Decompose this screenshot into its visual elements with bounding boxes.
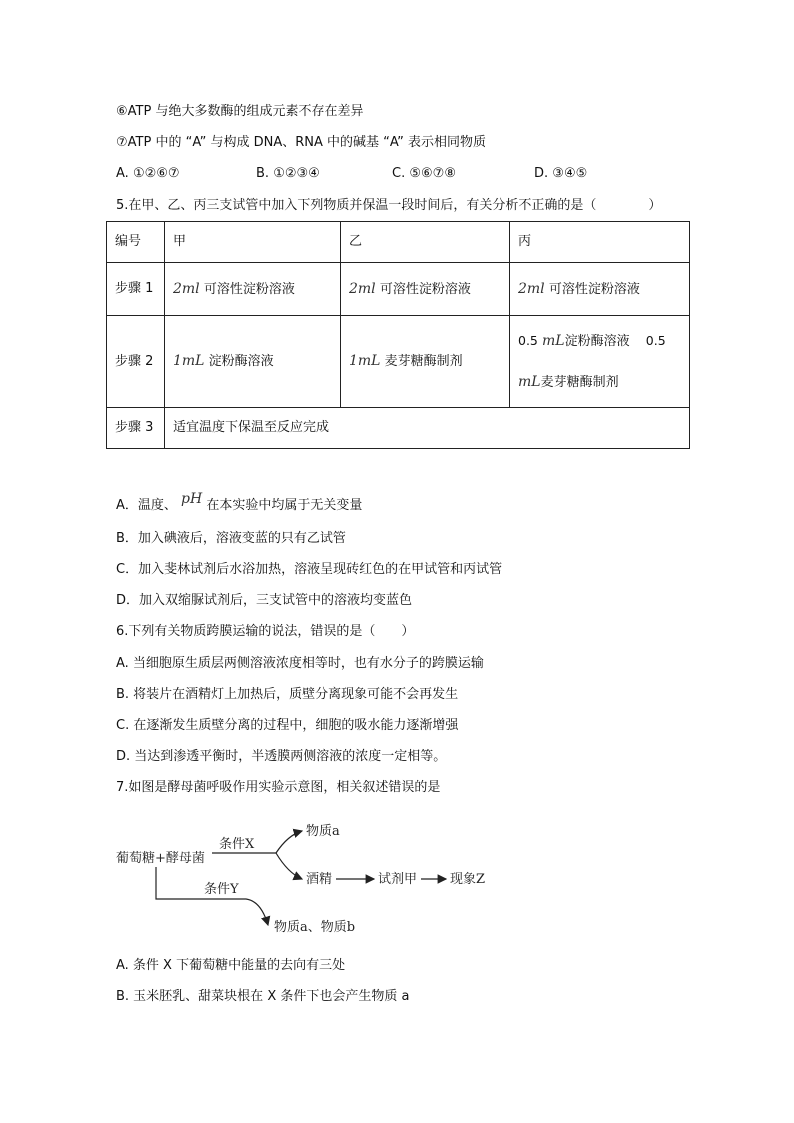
step3-text: 适宜温度下保温至反应完成: [165, 408, 690, 449]
q6-option-a: A. 当细胞原生质层两侧溶液浓度相等时，也有水分子的跨膜运输: [116, 656, 484, 671]
q5-stem: 5.在甲、乙、丙三支试管中加入下列物质并保温一段时间后，有关分析不正确的是（ ）: [116, 198, 662, 213]
reagent-text: 可溶性淀粉溶液: [203, 281, 295, 297]
step1-bing: [510, 263, 690, 316]
table-header-row: [107, 222, 690, 263]
step2-yi: [341, 316, 510, 408]
q7-option-a: A. 条件 X 下葡萄糖中能量的去向有三处: [116, 958, 346, 973]
amount: 0.5: [518, 332, 538, 348]
reagent-text: 可溶性淀粉溶液: [379, 281, 471, 297]
option-letter: B.: [256, 166, 270, 181]
volume: 2ml: [518, 280, 545, 297]
diagram-substance-a: 物质a: [306, 824, 340, 839]
q5-option-b: B．加入碘液后，溶液变蓝的只有乙试管: [116, 531, 346, 546]
reagent-text: 麦芽糖酶制剂: [384, 354, 463, 369]
table-row-step2: [107, 316, 690, 408]
q5-option-a: [116, 491, 363, 516]
step2-bing: [510, 316, 690, 408]
header-cell-jia: 甲: [165, 222, 341, 263]
q4-statement-6: ⑥ATP 与绝大多数酶的组成元素不存在差异: [116, 104, 364, 119]
volume: 1mL: [173, 353, 205, 369]
option-choices: ①②⑥⑦: [132, 166, 180, 181]
experiment-table: [106, 221, 690, 449]
header-cell-id: 编号: [107, 222, 165, 263]
respiration-diagram: [116, 815, 516, 945]
reagent-text: 可溶性淀粉溶液: [548, 281, 640, 297]
volume: 2ml: [349, 280, 376, 297]
volume: 2ml: [173, 280, 200, 297]
q7-stem: 7.如图是酵母菌呼吸作用实验示意图，相关叙述错误的是: [116, 780, 441, 795]
volume: 1mL: [349, 353, 381, 369]
diagram-alcohol: 酒精: [306, 872, 333, 887]
step1-jia: [165, 263, 341, 316]
q4-option-c: [392, 164, 456, 184]
step2-bing-line2: [518, 362, 681, 403]
diagram-reagent: 试剂甲: [378, 872, 418, 887]
ph-symbol: pH: [181, 491, 203, 507]
step3-label: 步骤 3: [107, 408, 165, 449]
table-row-step1: [107, 263, 690, 316]
reagent-text: 麦芽糖酶制剂: [540, 374, 619, 390]
step1-label: 步骤 1: [107, 263, 165, 316]
q5-option-c: C．加入斐林试剂后水浴加热，溶液呈现砖红色的在甲试管和丙试管: [116, 562, 503, 577]
option-choices: ①②③④: [273, 166, 320, 181]
reagent-text: 淀粉酶溶液: [564, 333, 630, 349]
q6-option-d: D. 当达到渗透平衡时，半透膜两侧溶液的浓度一定相等。: [116, 749, 447, 764]
header-cell-yi: 乙: [341, 222, 510, 263]
q6-option-b: B. 将装片在酒精灯上加热后，质壁分离现象可能不会再发生: [116, 687, 459, 702]
option-letter: C.: [392, 166, 406, 181]
q4-option-a: [116, 164, 180, 184]
q4-statement-7: ⑦ATP 中的 “A” 与构成 DNA、RNA 中的碱基 “A” 表示相同物质: [116, 135, 487, 150]
volume: mL: [542, 332, 565, 349]
diagram-start: 葡萄糖+酵母菌: [116, 851, 205, 866]
option-a-post: 在本实验中均属于无关变量: [206, 498, 363, 513]
option-a-pre: A．温度、: [116, 498, 177, 513]
option-choices: ⑤⑥⑦⑧: [409, 166, 456, 181]
option-letter: A.: [116, 166, 129, 181]
q4-option-d: [534, 164, 587, 184]
table-row-step3: [107, 408, 690, 449]
step2-label: 步骤 2: [107, 316, 165, 408]
q4-option-b: [256, 164, 320, 184]
q4-options: [116, 164, 616, 184]
diagram-arrow-to-alcohol: [276, 853, 302, 879]
step2-jia: [165, 316, 341, 408]
step2-bing-line1: [518, 321, 681, 362]
diagram-condition-x: 条件X: [219, 837, 255, 852]
reagent-text: 淀粉酶溶液: [208, 354, 274, 369]
diagram-substance-ab: 物质a、物质b: [274, 920, 356, 935]
diagram-condition-y: 条件Y: [204, 882, 239, 897]
volume: mL: [518, 373, 541, 390]
diagram-arrow-to-a: [276, 831, 302, 853]
option-choices: ③④⑤: [552, 166, 588, 181]
header-cell-bing: 丙: [510, 222, 690, 263]
q6-stem: 6.下列有关物质跨膜运输的说法，错误的是（ ）: [116, 624, 415, 639]
q5-option-d: D．加入双缩脲试剂后，三支试管中的溶液均变蓝色: [116, 593, 413, 608]
diagram-phenomenon: 现象Z: [450, 872, 486, 887]
option-letter: D.: [534, 166, 549, 181]
q7-option-b: B. 玉米胚乳、甜菜块根在 X 条件下也会产生物质 a: [116, 989, 410, 1004]
step1-yi: [341, 263, 510, 316]
amount: 0.5: [645, 332, 666, 348]
q6-option-c: C. 在逐渐发生质壁分离的过程中，细胞的吸水能力逐渐增强: [116, 718, 459, 733]
